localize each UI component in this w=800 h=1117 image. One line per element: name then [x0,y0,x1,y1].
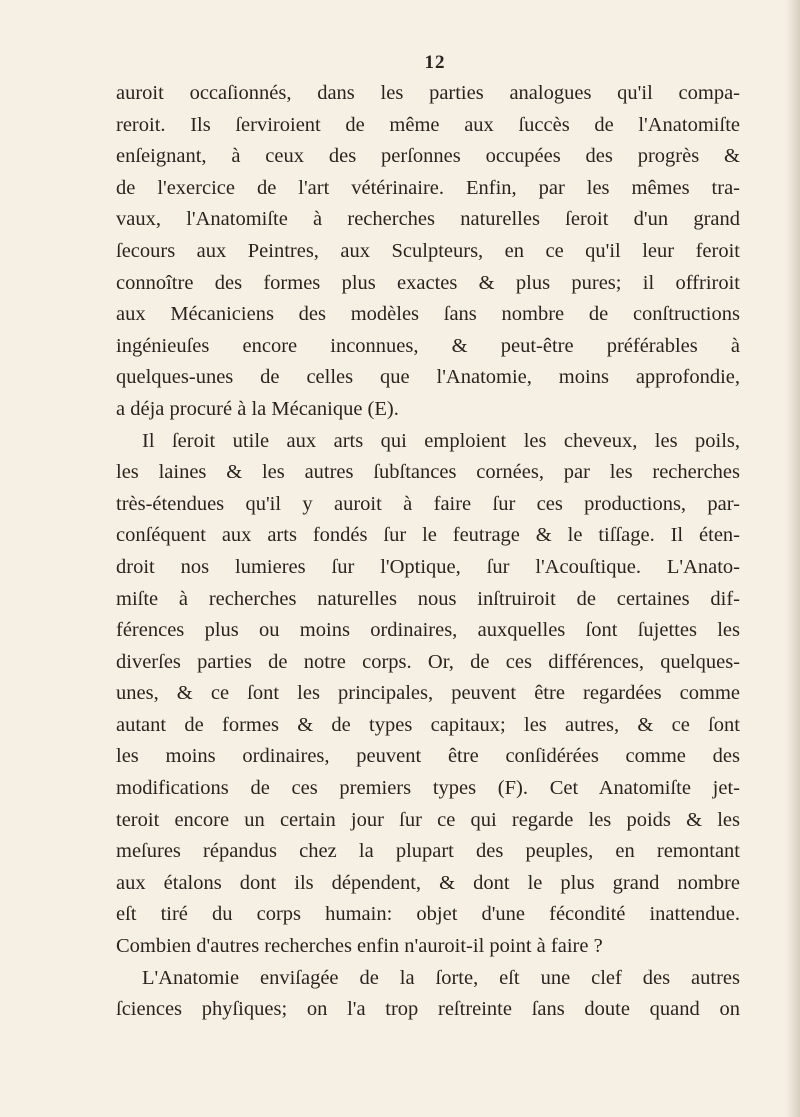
text-line: a déja procuré à la Mécanique (E). [116,397,399,420]
text-line: quelques-unes de celles que l'Anatomie, moins approfondie, [116,366,740,389]
text-line: autant de formes & de types capitaux; les autres, & ce ſont [116,713,740,736]
text-line: aux étalons dont ils dépendent, & dont le plus grand nombre [116,871,740,894]
text-line: droit nos lumieres ſur l'Optique, ſur l'Acouſtique. L'Anato- [116,555,740,578]
text-line: conſéquent aux arts fondés ſur le feutrage & le tiſſage. Il éten- [116,524,740,547]
text-line: très-étendues qu'il y auroit à faire ſur ces productions, par- [116,492,740,515]
text-line: aux Mécaniciens des modèles ſans nombre de conſtructions [116,303,740,326]
text-line: reroit. Ils ſerviroient de même aux ſuccès de l'Anatomiſte [116,113,740,136]
text-line: Il ſeroit utile aux arts qui emploient les cheveux, les poils, [142,429,740,452]
text-line: L'Anatomie enviſagée de la ſorte, eſt une clef des autres [142,966,740,989]
text-line: enſeignant, à ceux des perſonnes occupées des progrès & [116,145,740,168]
text-line: férences plus ou moins ordinaires, auxquelles ſont ſujettes les [116,619,740,642]
text-line: eſt tiré du corps humain: objet d'une fécondité inattendue. [116,903,740,926]
text-line: les laines & les autres ſubſtances cornées, par les recherches [116,461,740,484]
body-text [116,78,740,1026]
text-line: meſures répandus chez la plupart des peuples, en remontant [116,840,740,863]
text-line: les moins ordinaires, peuvent être conſidérées comme des [116,745,740,768]
page-edge-shadow [786,0,800,1117]
text-line: unes, & ce ſont les principales, peuvent être regardées comme [116,682,740,705]
page-number: 12 [424,52,446,73]
text-line: ſecours aux Peintres, aux Sculpteurs, en ce qu'il leur feroit [116,239,740,262]
text-line: modifications de ces premiers types (F). Cet Anatomiſte jet- [116,777,740,800]
text-line: connoître des formes plus exactes & plus pures; il offriroit [116,271,740,294]
text-line: de l'exercice de l'art vétérinaire. Enfin, par les mêmes tra- [116,176,740,199]
text-line: diverſes parties de notre corps. Or, de ces différences, quelques- [116,650,740,673]
text-line: Combien d'autres recherches enfin n'auroit-il point à faire ? [116,935,603,958]
text-line: miſte à recherches naturelles nous inſtruiroit de certaines dif- [116,587,740,610]
text-line: ingénieuſes encore inconnues, & peut-être préférables à [116,334,740,357]
text-line: auroit occaſionnés, dans les parties analogues qu'il compa- [116,82,740,104]
text-line: ſciences phyſiques; on l'a trop reſtreinte ſans doute quand on [116,998,740,1021]
text-line: vaux, l'Anatomiſte à recherches naturelles ſeroit d'un grand [116,208,740,231]
text-line: teroit encore un certain jour ſur ce qui regarde les poids & les [116,808,740,831]
